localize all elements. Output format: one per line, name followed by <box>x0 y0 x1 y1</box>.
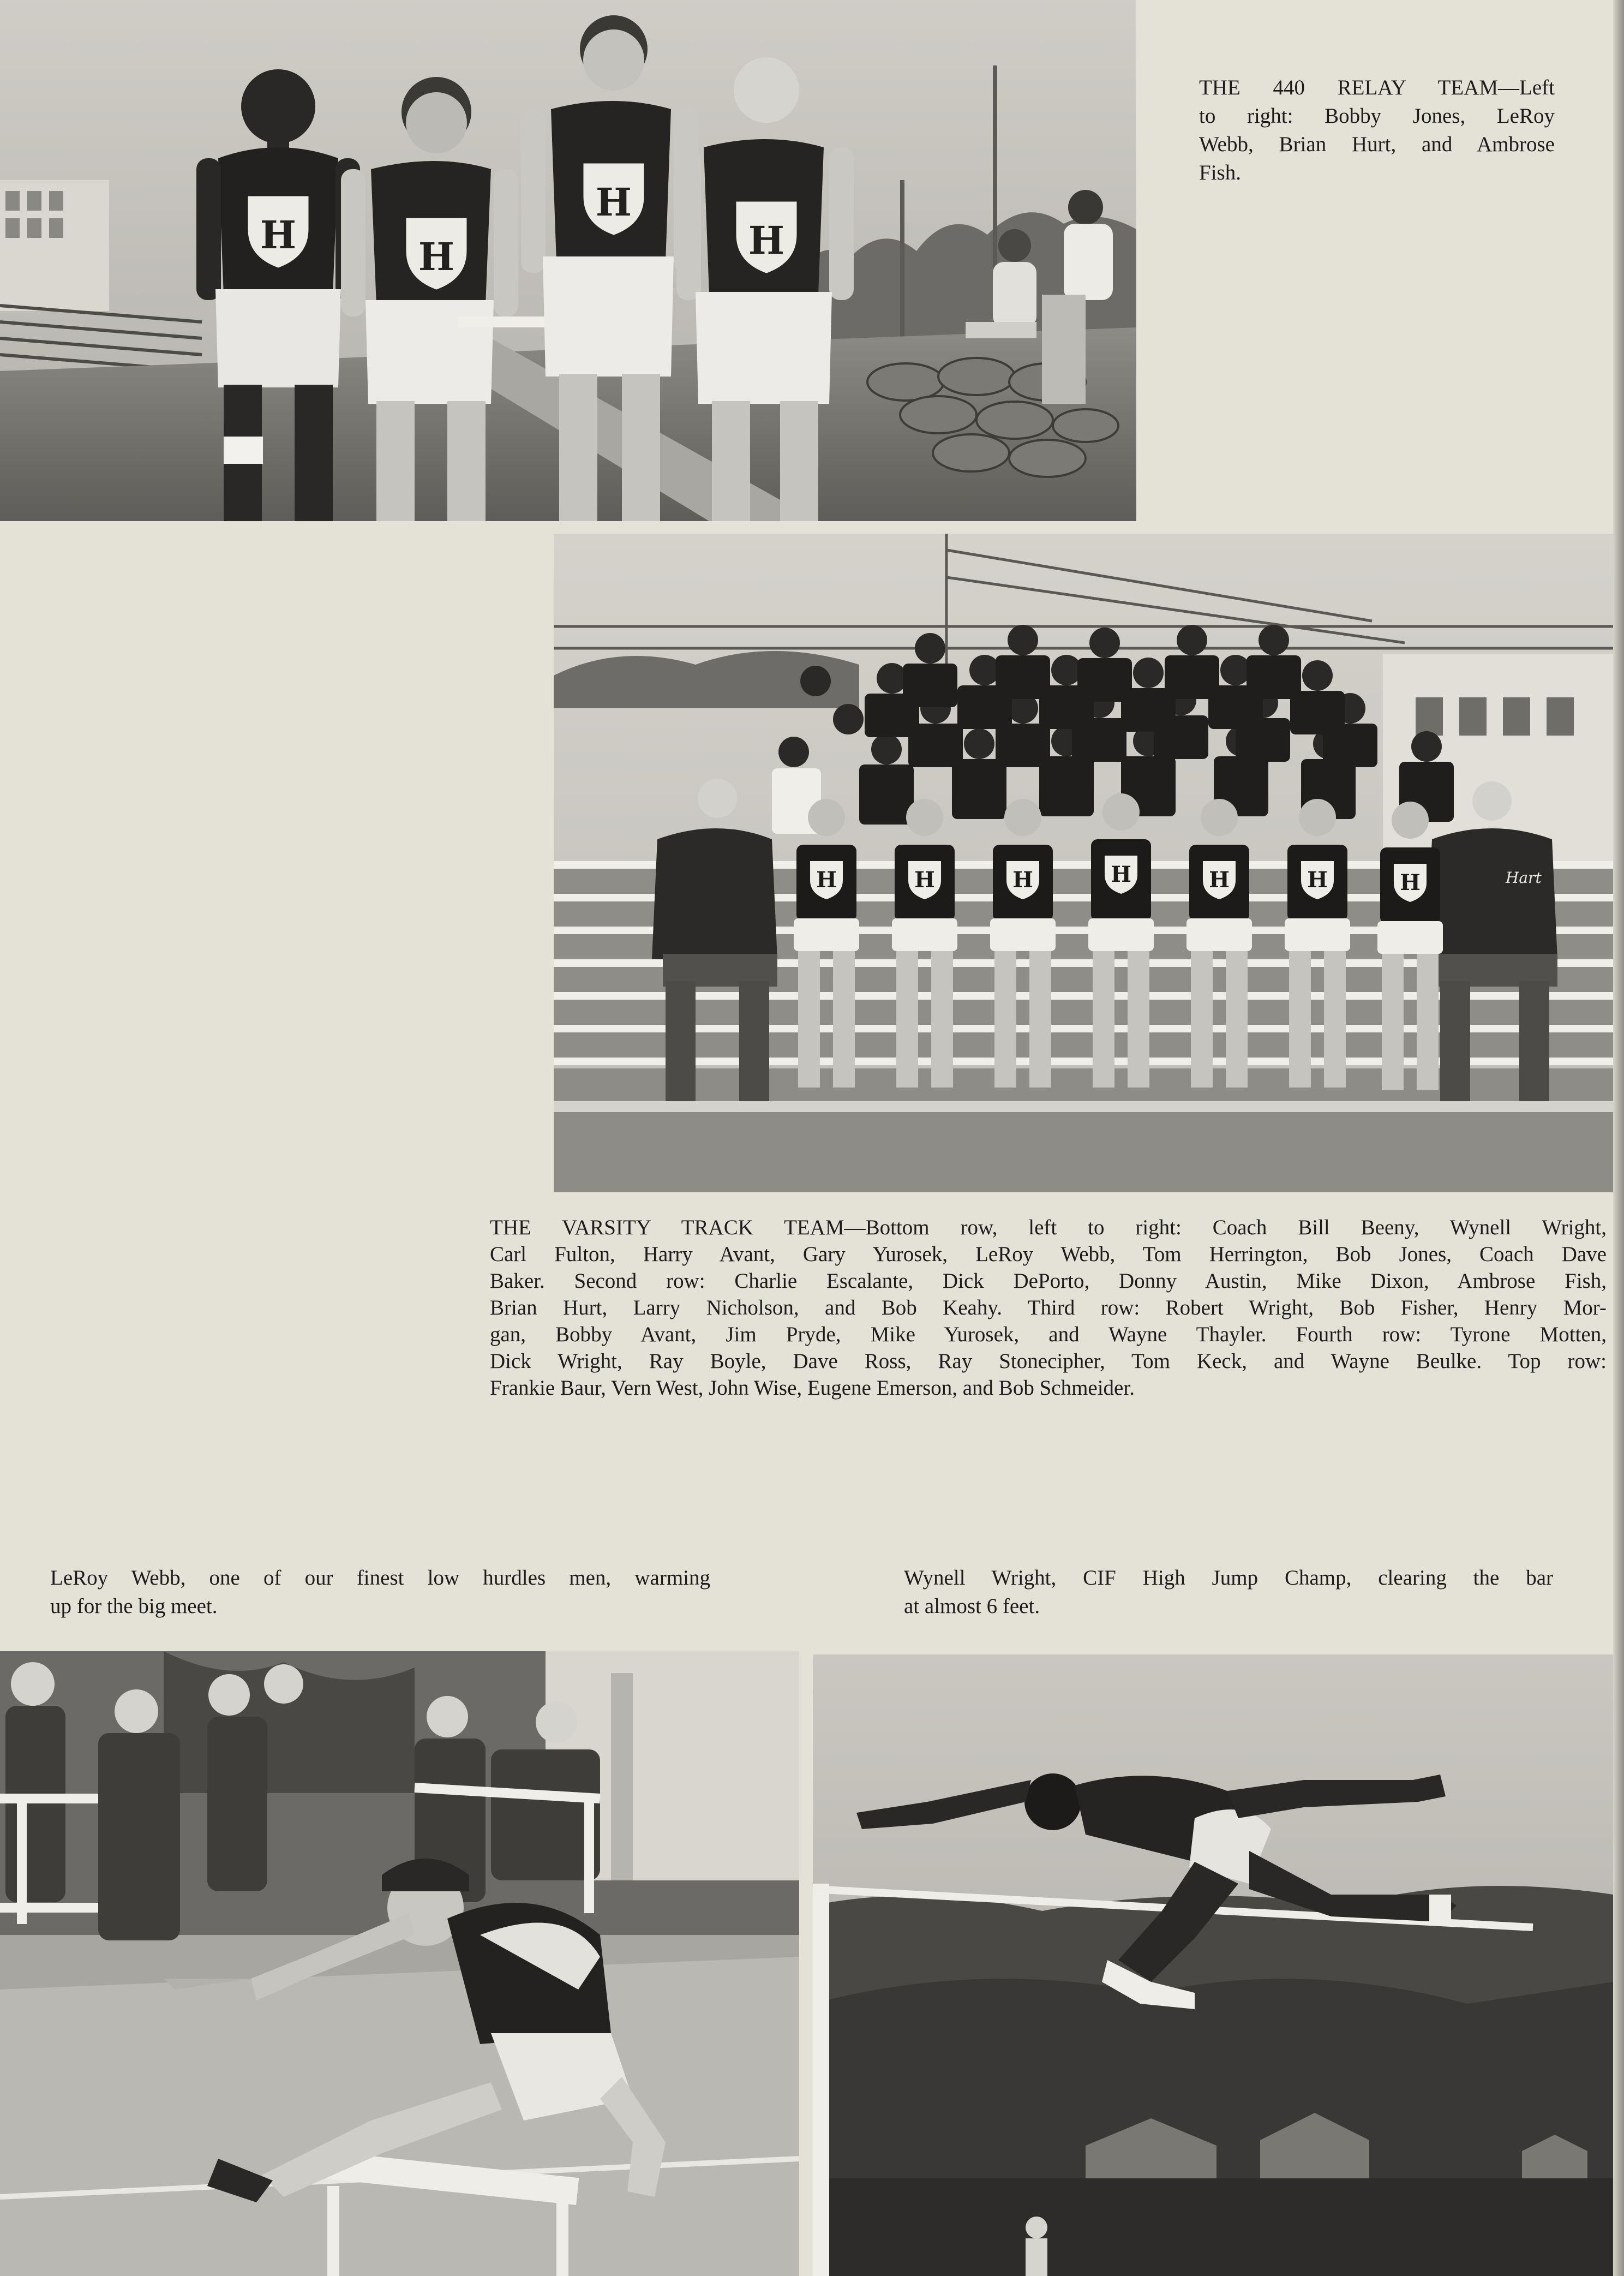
high-jump-caption-line-1: Wynell Wright, CIF High Jump Champ, clearing the bar <box>904 1566 1553 1590</box>
varsity-caption-line-6: Dick Wright, Ray Boyle, Dave Ross, Ray Stonecipher, Tom Keck, and Wayne Beulke. Top row: <box>490 1349 1607 1373</box>
varsity-caption-line-4: Brian Hurt, Larry Nicholson, and Bob Keahy. Third row: Robert Wright, Bob Fisher, Henry Mor- <box>490 1296 1607 1319</box>
relay-jersey-letter-4: H <box>748 218 785 263</box>
varsity-team-photo <box>554 534 1613 1192</box>
relay-caption-line-3: Webb, Brian Hurt, and Ambrose <box>1199 133 1555 156</box>
relay-caption-line-4: Fish. <box>1199 161 1241 184</box>
relay-jersey-letter-1: H <box>260 212 297 258</box>
varsity-team-caption <box>490 1214 1607 1401</box>
varsity-caption-line-3: Baker. Second row: Charlie Escalante, Dick DePorto, Donny Austin, Mike Dixon, Ambrose Fish, <box>490 1269 1607 1293</box>
varsity-jersey-letter-6: H <box>1307 867 1328 893</box>
hurdles-photo <box>0 1651 799 2276</box>
relay-caption-line-1 <box>1199 74 1555 102</box>
varsity-caption-text-1: Bottom row, left to right: Coach Bill Beeny, Wynell Wright, <box>865 1216 1607 1239</box>
relay-caption-line-2: to right: Bobby Jones, LeRoy <box>1199 104 1555 128</box>
varsity-caption-line-1 <box>490 1214 1607 1241</box>
varsity-jersey-letter-5: H <box>1209 867 1230 893</box>
varsity-jersey-letter-2: H <box>914 867 935 893</box>
high-jump-caption <box>904 1564 1553 1621</box>
relay-jersey-letter-3: H <box>595 180 632 225</box>
varsity-jersey-letter-4: H <box>1111 862 1131 887</box>
relay-team-photo <box>0 0 1136 521</box>
varsity-caption-line-5: gan, Bobby Avant, Jim Pryde, Mike Yurosek, and Wayne Thayler. Fourth row: Tyrone Motten, <box>490 1323 1607 1346</box>
high-jump-caption-line-2: at almost 6 feet. <box>904 1594 1040 1618</box>
varsity-caption-line-2: Carl Fulton, Harry Avant, Gary Yurosek, LeRoy Webb, Tom Herrington, Bob Jones, Coach Dave <box>490 1242 1607 1266</box>
coach-jacket-text: Hart <box>1506 869 1542 887</box>
high-jump-photo <box>813 1654 1613 2276</box>
varsity-jersey-letter-1: H <box>816 867 837 893</box>
varsity-jersey-letter-3: H <box>1012 867 1033 893</box>
varsity-team-heading: THE VARSITY TRACK TEAM— <box>490 1216 866 1239</box>
varsity-caption-line-7: Frankie Baur, Vern West, John Wise, Eugene Emerson, and Bob Schmeider. <box>490 1376 1135 1400</box>
relay-team-heading: THE 440 RELAY TEAM— <box>1199 76 1520 99</box>
hurdles-caption <box>50 1564 710 1621</box>
varsity-jersey-letter-7: H <box>1400 870 1421 895</box>
relay-team-caption <box>1199 74 1555 187</box>
relay-caption-text-1: Left <box>1519 76 1555 99</box>
relay-jersey-letter-2: H <box>418 234 455 279</box>
page-spine-shadow <box>1613 0 1624 2276</box>
hurdles-caption-line-1: LeRoy Webb, one of our finest low hurdles men, warming <box>50 1566 710 1590</box>
hurdles-caption-line-2: up for the big meet. <box>50 1594 218 1618</box>
